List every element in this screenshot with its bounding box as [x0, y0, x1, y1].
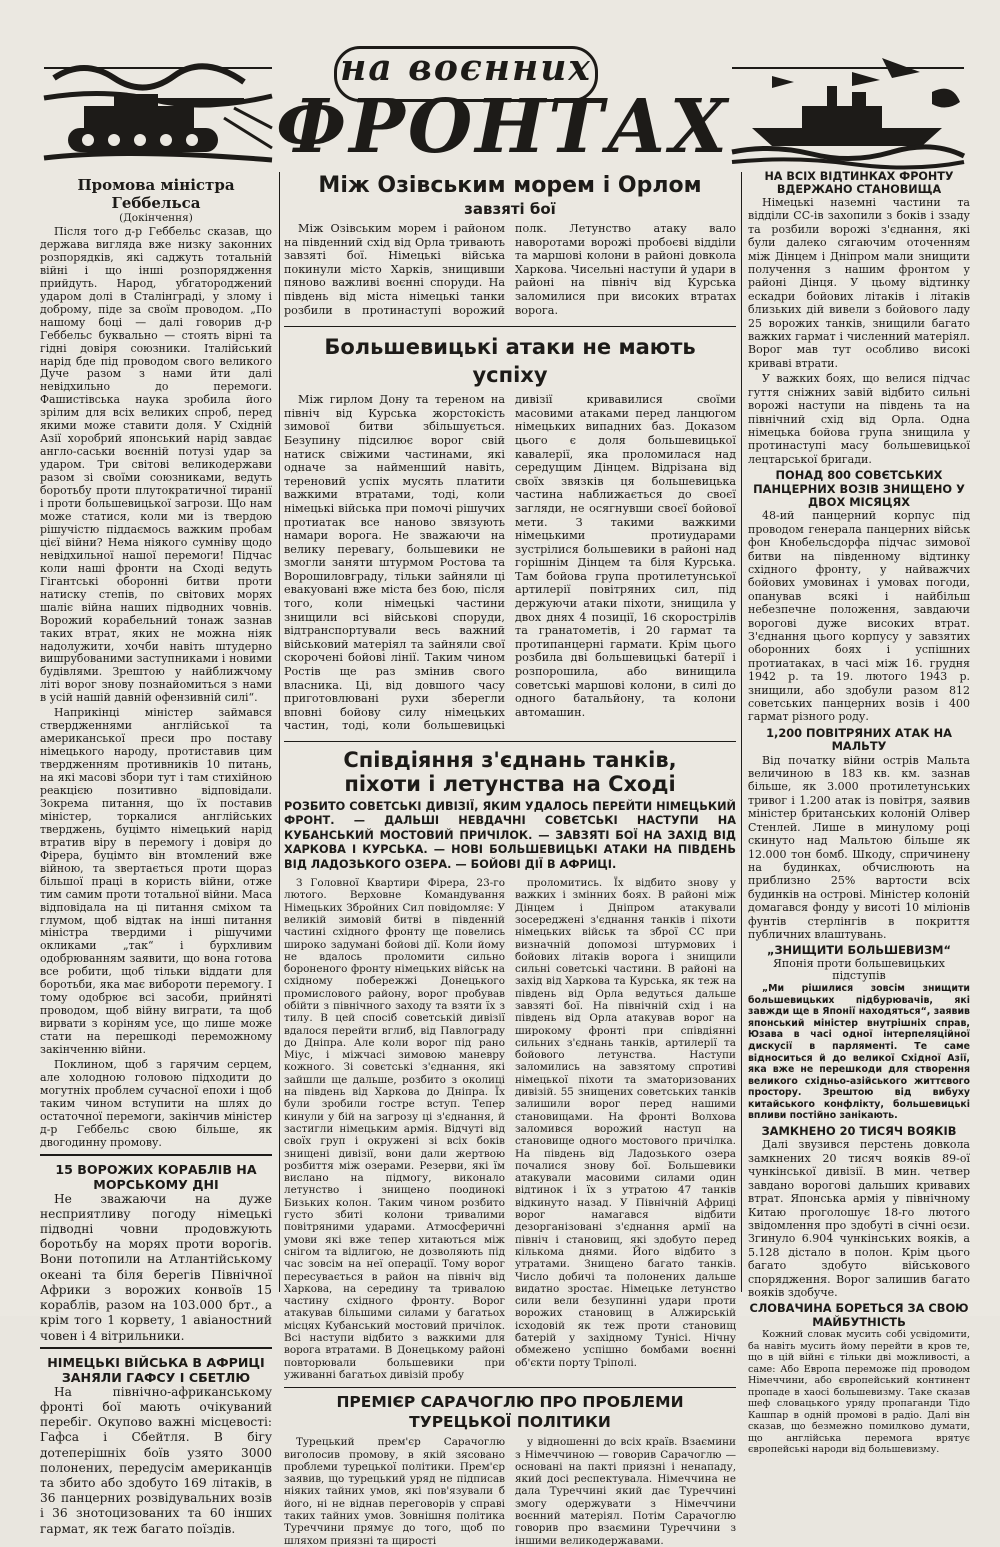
- tank-illustration: [44, 48, 272, 166]
- divider: [284, 326, 736, 327]
- text-column: [284, 1436, 505, 1547]
- divider: [284, 741, 736, 742]
- goebbels-article-body: [40, 226, 272, 1150]
- text-column: [284, 877, 505, 1381]
- bolshevik-attacks-body: [284, 393, 736, 733]
- paragraph: Німецькі наземні частини та відділи СС-ів захопили з боків і ззаду та розбили ворожі з'єднання, які були далеко сягаючим оточенням між Дінцем і Дніпром мали знищити получення з нашим фронтом у районі Дінця. У цьому відтинку ескадри бойових літаків і літаків близьких дій вивели з бойового ладу 25 ворожих танків, знищили багато важких гармат і численний матеріял. Ворог мав тут особливо високі криваві втрати.: [748, 196, 970, 370]
- masthead: [0, 0, 1000, 170]
- azov-article-title: Між Озівським морем і Орлом: [318, 173, 702, 198]
- africa-article-title: НІМЕЦЬКІ ВІЙСЬКА В АФРИЦІ ЗАНЯЛИ ГАФСУ І СБЕТЛЮ: [47, 1354, 265, 1385]
- right-column: [748, 170, 970, 1456]
- center-column: [284, 168, 736, 1547]
- paragraph: Турецький прем'єр Сарачоглю виголосив промову, в якій зясовано проблеми турецької політики. Прем'єр заявив, що турецький уряд не підписав ніяких тайних умов, які пов'язували б його, ні не віднав переговорів у справі таких тайних умов. Зовнішня політика Туреччини прямує до того, щоб по шляхом приязні та щирості: [284, 1436, 505, 1547]
- paragraph: У важких боях, що велися підчас гуття сніжних завій відбито сильні ворожі наступи на південь та на північний схід від Орла. Одна німецька бойова група знищила у протинаступі масу большевицької лецтарської бригади.: [748, 372, 970, 466]
- malta-body: [748, 754, 970, 942]
- paragraph: у відношенні до всіх країв. Взаємини з Німеччиною — говорив Сарачоглю — основані на пакті приязні і ненападу, який досі респектувала. Німеччина не дала Туреччині який дає Туреччині змогу одержувати з Німеччини воєнний матеріял. Потім Сарачоглю говорив про взаємини Туреччини з іншими великодержавами.: [515, 1436, 736, 1547]
- ships-article-title: 15 ВОРОЖИХ КОРАБЛІВ НА МОРСЬКОМУ ДНІ: [55, 1161, 257, 1192]
- all-sectors-title: НА ВСІХ ВІДТИНКАХ ФРОНТУ ВДЕРЖАНО СТАНОВИЩА: [764, 170, 954, 196]
- encircled-soldiers-title: ЗАМКНЕНО 20 ТИСЯЧ ВОЯКІВ: [761, 1124, 957, 1139]
- divider: [40, 1347, 272, 1352]
- paragraph: Наприкінці міністер займався ствердженнями англійської та американської преси про поставу німецького народу, протиставив цим твердженням противників 10 питань, на які масові збори тут і там стихійною реакцією позитивно відповідали. Зокрема питання, що їх поставив міністер, торкалися англійських тверджень, буцімто німецький нарід втратив віру в перемогу і довіря до Фірера, буцімто він втомлений вже війною, та звертається проти щораз більшої праці в користь війни, отже тим самим проти тотальної війни. Маса відповідала на ці питання сміхом та глумом, щоб відтак на інші питання міністра твердими і рішучими окликами „так“ і бурхливим одобрюванням заявити, що вона готова все робити, щоб тільки віддати для боротьби, яка має вибороти перемогу. І тому одобрює всі засоби, прийняті проводом, щоб війну виграти, та щоб вирвати з коріням усе, що лише може стати на перешкоді переможному закінченню війни.: [40, 706, 272, 1057]
- cooperation-article-title: Співдіяння з'єднань танків, піхоти і летунства на Сході: [343, 748, 677, 796]
- paragraph: проломитись. Їх відбито знову у важких і змінних боях. В районі між Дінцем і Дніпром атакували зосереджені з'єднання танків і піхоти німецьких військ та зброї СС при визначній допомозі штурмових і бойових літаків ворога і знищили сильні советські частини. В районі на захід від Харкова та Курська, як теж на південь від Орла ведуться дальше завзяті бої. На північній схід і на південь від Орла атакував ворог на широкому фронті при співдіянні сильних з'єднань танків, артилерії та бойового летунства. Наступи заломились на завзятому спротиві німецької піхоти та зматоризованих дивізій. 55 знищених советських танків залишили ворог перед нашими становищами. На фронті Волхова заломився ворожий наступ на становище одного мостового причілка. На південь від Ладозького озера почалися знову бої. Большевики атакували масовими силами один відтинок і їх з утратою 47 танків відкинуто назад. У Північній Африці ворог намагався відбити дезорганізовані з'єднання армії на північ і становищ, які здобуто перед кількома днями. Його відбито з утратами. Знищено багато танків. Число добичі та полонених дальше видатно зростає. Німецьке летунство сили вели безупинні удари проти ворожих становищ в Алжирській ісходовій як теж проти становищ батерій у західному Тунісі. Нічну обмежено успішно бомбами воєнні об'єкти порту Тріполі.: [515, 877, 736, 1369]
- paragraph: Кожний словак мусить собі усвідомити, ба навіть мусить йому перейти в кров те, що в цій війні є тільки дві можливості, а саме: Або Европа переможе під проводом Німеччини, або європейський континент пропаде в хаосі большевизму. Таке сказав шеф словацького уряду пропаганди Тідо Кашпар в одній промові в радіо. Далі він сказав, що безмежно помилково думати, що англійська перемога врятує європейські народи від большевизму.: [748, 1329, 970, 1456]
- paragraph: „Ми рішилися зовсім знищити большевицьких підбурювачів, які завжди ще в Японії находяться“, заявив японський міністер внутрішніх справ, Юзава в часі одної інтерпеляційної дискусії в парляменті. Те саме відноситься й до великої Східної Азії, яка вже не перешкоди для створення великого східньо-азійського життєвого простору. Зрештою від вибуху китайського конфлікту, большевицькі впливи постійно занікають.: [748, 982, 970, 1122]
- paragraph: Поклином, щоб з гарячим серцем, але холодною головою підходити до могутніх проблем сучасної епохи і щоб таким чином вступити на шлях до остаточної перемоги, закінчив міністер д-р Геббельс свою більше, як двогодинну промову.: [40, 1058, 272, 1149]
- divider: [284, 1387, 736, 1388]
- tanks-destroyed-title: ПОНАД 800 СОВЄТСЬКИХ ПАНЦЕРНИХ ВОЗІВ ЗНИЩЕНО У ДВОХ МІСЯЦЯХ: [753, 468, 965, 509]
- masthead-top-text: на воєнних: [340, 47, 592, 89]
- paragraph: Далі звузився перстень довкола замкнених 20 тисяч вояків 89-ої чункінської дивізії. В мин. четвер завдано ворогові дальших кривавих втрат. Японська армія у північному Китаю проголошує 18-го лютого звідомлення про здобуті в січні оєзи. Згинуло 6.904 чункінських вояків, а 5.128 дістало в полон. Крім цього багато здобуто військового спорядження. Ворог залишив багато вояків здобуче.: [748, 1138, 970, 1299]
- column-rule: [741, 172, 742, 1292]
- slovakia-title: СЛОВАЧИНА БОРЕТЬСЯ ЗА СВОЮ МАЙБУТНІСТЬ: [749, 1301, 969, 1329]
- paragraph: З Головної Квартири Фірера, 23-го лютого. Верховне Командування Німецьких Збройних Сил повідомляє: У великій зимовій битві в південній частині східного фронту ще повелись широко задумані бойові дії. Коли йому не вдалось проломити сильно бороненого фронту німецьких військ на східному побережжі Донецького промислового району, ворог пробував обійти з північного заходу та взяти їх з тилу. В цей спосіб советській дивізії вдалося перейти вглиб, від Павлограду до Дніпра. Але коли ворог під рано Міус, і міжчасі зимовою маневру кожного. Зі совєтські з'єднання, які зайшли ще дальше, розбито з околиці на південь від Харкова до Дніпра. Їх були зробили гостре вступ. Тепер кинули у бій на загрозу ці з'єднання, й застигли німецьким армія. Відчуті від своїх груп і окружені зі всіх боків знищені дивізії, вони дали жертвою розбиття між озерами. Резерви, які їм вислано на підмогу, виконало летунство і знищено поодинокі Бизьких колон. Таким чином розбито густо збиті колони тривалими повітряними ударами. Атмосферичні умови які вже тепер хитаються між снігом та відлигою, не дозволяють під час зовсім на неї операції. Тому ворог пересувається в район на північ від Харкова, на середину та тривалою частину східного фронту. Ворог атакував більшими силами у багатьох місцях Кубанський мостовий причілок. Всі наступи відбито з важкими для ворога втратами. В Донецькому районі повторювали большевики при уживанні багатьох дивізій пробу: [284, 877, 505, 1381]
- saracoglu-article-body: [284, 1436, 736, 1547]
- bolshevik-attacks-title: Большевицькі атаки не мають успіху: [324, 335, 696, 388]
- destroy-bolshevism-body: [748, 983, 970, 1122]
- text-column: [515, 877, 736, 1381]
- goebbels-article-title: Промова міністра Геббельса: [77, 176, 235, 212]
- cooperation-article-body: [284, 877, 736, 1381]
- destroy-bolshevism-subtitle: Японія проти большевицьких підступів: [773, 956, 945, 983]
- column-rule: [279, 172, 280, 1292]
- ships-article-body: [40, 1192, 272, 1344]
- all-sectors-body: [748, 196, 970, 466]
- slovakia-body: [748, 1329, 970, 1456]
- saracoglu-article-title: ПРЕМІЄР САРАЧОГЛЮ ПРО ПРОБЛЕМИ ТУРЕЦЬКОЇ ПОЛІТИКИ: [336, 1393, 684, 1432]
- goebbels-article-subtitle: (Докінчення): [119, 212, 193, 224]
- text-column: [515, 1436, 736, 1547]
- paragraph: Між Озівським морем і районом на південний схід від Орла тривають завзяті бої. Німецькі війська покинули місто Харків, знищивши пяново важливі воєнні споруди. На південь від міста німецькі танки розбили в протинаступі ворожий полк. Летунство атаку вало наворотами ворожі пробоєві відділи та маршові колони в районі довкола Харкова. Чисельні наступи й удари в районі на північ від Курська заломилися при високих втратах ворога.: [284, 222, 736, 317]
- destroy-bolshevism-title: „ЗНИЩИТИ БОЛЬШЕВИЗМ“: [766, 943, 952, 958]
- azov-article-body: [284, 222, 736, 318]
- azov-article-subtitle: завзяті бої: [464, 200, 556, 218]
- tanks-destroyed-body: [748, 509, 970, 724]
- paragraph: Між гирлом Дону та тереном на північ від Курська жорстокість зимової битви збільшується. Безупину підсилює ворог свій натиск свіжими частинами, які одначе за найменший навіть, тереновий успіх мусять платити важкими втратами, тоді, коли німецькі війська при помочі рішучих протиатак все наново звязують намари ворога. Не зважаючи на велику перевагу, большевики не змогли заняти штурмом Ростова та Ворошиловграду, тільки зайняли ці евакуовані вже міста без бою, після того, коли німецькі частини знищили всі військові споруди, відтранспортували весь важний військовий матеріял та зайняли свої скорочені бойові лінії. Таким чином Ростів ще раз змінив свого власника. Ці, від довшого часу приготовлювані рухи зберегли вповні бойову силу німецьких частин, тоді, коли большевицькі дивізії кривавилися своїми масовими атаками перед ланцюгом німецьких випадних баз. Доказом цього є доля большевицької кавалерії, яка проломилася над середущим Дінцем. Відрізана від своїх звязків ця большевицька частина наближається до своєї загляди, не осягнувши своєї бойової мети. З такими важкими німецькими протиударами зустрілися большевики в районі над горішнім Дінцем та біля Курська. Там бойова група протилетунської артилерії повітряних сил, під держуючи атаки піхоти, знищила у двох днях 4 позиції, 16 скорострілів та гранатометів, і 20 гармат та протипанцерні гармати. Крім цього розбила дві большевицькі батерії і розпорошила, або винищила советські маршові колони, в силі до одного батальйону, та колони автомашин.: [284, 393, 736, 733]
- paragraph: Від початку війни острів Мальта величиною в 183 кв. км. зазнав більше, як 3.000 протилетунських тривог і 1.200 атак із повітря, заявив міністер британських колоній Олівер Стенлей. Лише в минулому році скинуто над Мальтою більше як 12.000 тон бомб. Шкоду, спричинену на будинках, обчислюють на приблизно 25% вартости всіх будинків на острові. Міністер колоній домагався фонду у висоті 10 міліонів фунтів стерлінгів в покриття публичних влаштувань.: [748, 753, 970, 941]
- paragraph: 48-ий панцерний корпус під проводом генерала панцерних військ фон Кнобельсдорфа підчас зимової битви на південному відтинку східного фронту, у найважчих бойових умовинах і умовах погоди, опанував всякі і найбільш небезпечне положення, завдаючи ворогові дуже високих втрат. З'єднання цього корпусу у завзятих оборонних боях і успішних протиатаках, в часі між 16. грудня 1942 р. та 19. лютого 1943 р. знищили, або здобули разом 812 советських панцерних возів і 400 гармат різного роду.: [748, 509, 970, 724]
- cooperation-article-lead: РОЗБИТО СОВЕТСЬКІ ДИВІЗІЇ, ЯКИМ УДАЛОСЬ ПЕРЕЙТИ НІМЕЦЬКИЙ ФРОНТ. — ДАЛЬШІ НЕВДАЧНІ СОВЄТСЬКІ НАСТУПИ НА КУБАНСЬКИЙ МОСТОВИЙ ПРИЧІЛОК. — ЗАВЗЯТІ БОЇ НА ЗАХІД ВІД ХАРКОВА І КУРСЬКА. — НОВІ БОЛЬШЕВИЦЬКІ АТАКИ НА ПІВДЕНЬ ВІД ЛАДОЗЬКОГО ОЗЕРА. — БОЙОВІ ДІЇ В АФРИЦІ.: [284, 800, 736, 871]
- paragraph: На північно-африканському фронті бої мають очікуваний перебіг. Окупово важні місцевості: Гафса і Сбейтля. В бігу дотеперішніх боїв узято 3000 полонених, передусім американців та збито або здобуто 169 літаків, в 36 панцерних розвідувальних возів і 36 знотоцизованих та 60 інших гармат, як теж багато поїздів.: [40, 1384, 272, 1536]
- malta-title: 1,200 ПОВІТРЯНИХ АТАК НА МАЛЬТУ: [766, 725, 952, 754]
- masthead-title: ФРОНТАХ: [276, 84, 730, 170]
- paragraph: Після того д-р Геббельс сказав, що держава вигляда вже низку законних розпорядків, які саджуть тотальній війні і що інші розпорядження прийдуть. Народ, убгатороджений ударом долі в Сталінграді, у злому і доброму, піде за своїм проводом. „По нашому боці — далі говорив д-р Геббельс буквально — стоять вірні та гідні довіря союзники. Італійський нарід бде під проводом свого великого Дуче разом з нами йти далі невідхильно до перемоги. Фашистівська наука зробила його зрілим для всіх великих спроб, перед якими може ставити доля. У Східній Азії хоробрий японський нарід завдає англо-саськи воєнній потузі удар за ударом. Три світові великодержави разом зі своїми союзниками, ведуть боротьбу проти плутократичної тиранії і проти большевицької загрози. Що нам може статися, коли ми із твердою рішучістю піддаємось важким пробам цієї війни? Нема ніякого сумніву щодо невідхильної нашої перемоги! Підчас коли наші фронти на Сході ведуть Гігантські оборонні битви проти натиску степів, по світових морях шаліє війна наших підводних човнів. Ворожий корабельний тонаж зазнав таких втрат, яких не можна ніяк надолужити, хочби навіть штудерно вишрубованими заступниками і новими будівлями. Зрештою у найближчому літі ворог знову познайомиться з нами в усій нашій давній офензивній силі“.: [40, 225, 272, 705]
- africa-article-body: [40, 1385, 272, 1537]
- left-column: [40, 170, 272, 1536]
- encircled-soldiers-body: [748, 1138, 970, 1299]
- divider: [40, 1154, 272, 1159]
- warship-illustration: [732, 52, 964, 168]
- paragraph: Не зважаючи на дуже несприятливу погоду німецькі підводні човни продовжують боротьбу на морях проти ворогів. Вони потопили на Атлантійському океані та біля берегів Північної Африки з ворожих конвоїв 15 кораблів, разом на 103.000 брт., а крім того 1 корвету, 1 авіаностний човен і 4 вітрильники.: [40, 1191, 272, 1343]
